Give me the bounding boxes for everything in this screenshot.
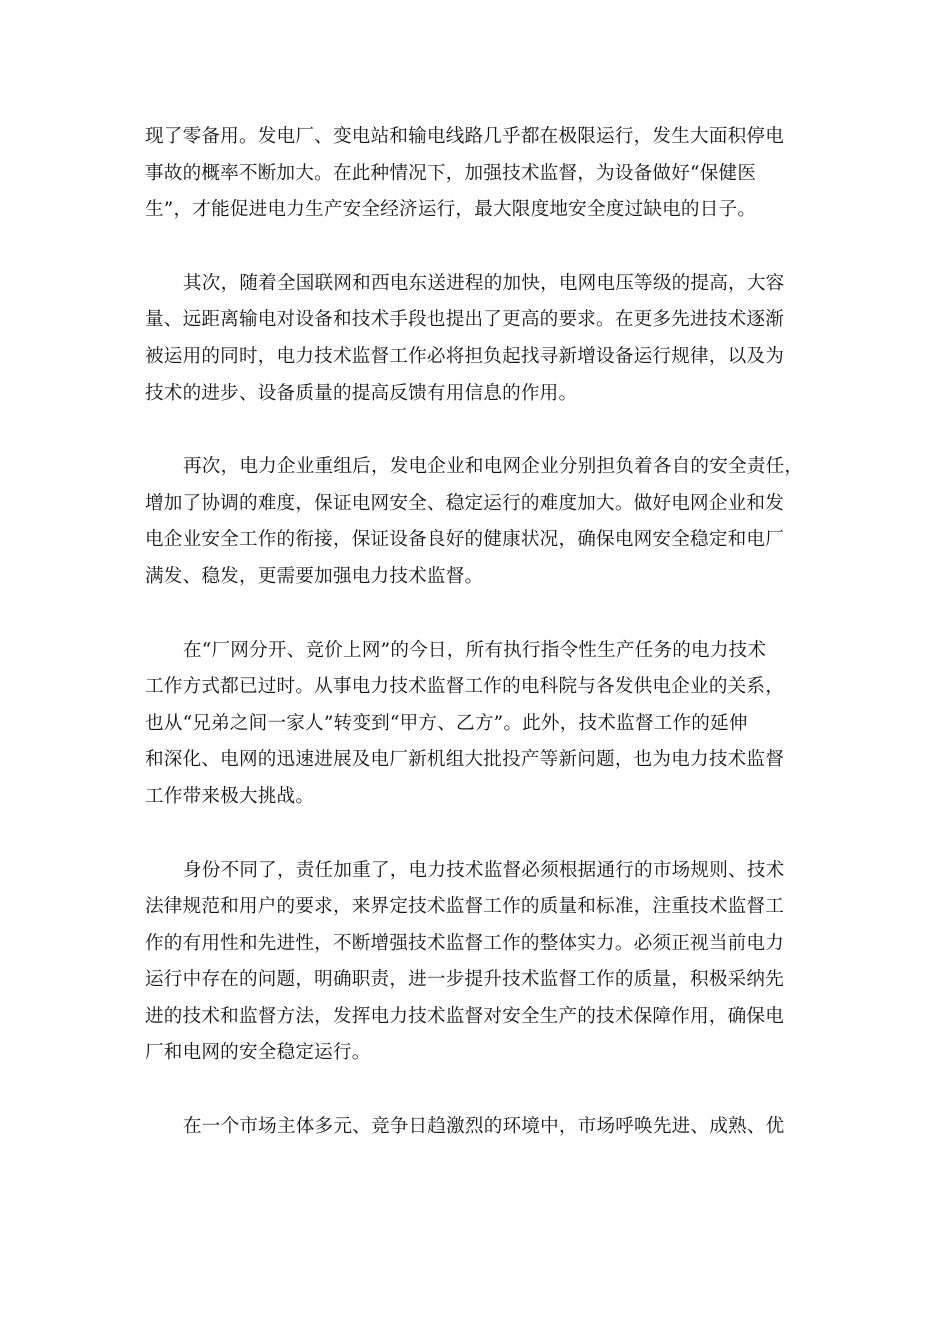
paragraph-line: 现了零备用。发电厂、变电站和输电线路几乎都在极限运行，发生大面积停电	[145, 126, 784, 147]
paragraph-line: 和深化、电网的迅速进展及电厂新机组大批投产等新问题，也为电力技术监督	[145, 749, 784, 771]
paragraph-line: 增加了协调的难度，保证电网安全、稳定运行的难度加大。做好电网企业和发	[145, 492, 784, 514]
paragraph-spacer	[145, 1072, 805, 1109]
paragraph-line: 被运用的同时，电力技术监督工作必将担负起找寻新增设备运行规律，以及为	[145, 345, 784, 367]
paragraph-line: 在一个市场主体多元、竞争日趋激烈的环境中，市场呼唤先进、成熟、优	[183, 1116, 785, 1138]
paragraph-5	[145, 853, 805, 1073]
paragraph-line: 作的有用性和先进性，不断增强技术监督工作的整体实力。必须正视当前电力	[145, 932, 784, 954]
paragraph-2	[145, 266, 805, 412]
paragraph-line: 工作方式都已过时。从事电力技术监督工作的电科院与各发供电企业的关系，	[145, 676, 784, 698]
paragraph-line: 满发、稳发，更需要加强电力技术监督。	[145, 565, 484, 587]
paragraph-line: 进的技术和监督方法，发挥电力技术监督对安全生产的技术保障作用，确保电	[145, 1005, 784, 1027]
paragraph-line: 生”，才能促进电力生产安全经济运行，最大限度地安全度过缺电的日子。	[145, 199, 757, 221]
paragraph-line: 电企业安全工作的衔接，保证设备良好的健康状况，确保电网安全稳定和电厂	[145, 529, 784, 551]
paragraph-spacer	[145, 596, 805, 633]
paragraph-line: 法律规范和用户的要求，来界定技术监督工作的质量和标准，注重技术监督工	[145, 896, 784, 918]
paragraph-line: 其次，随着全国联网和西电东送进程的加快，电网电压等级的提高，大容	[183, 272, 785, 294]
paragraph-6	[145, 1109, 805, 1146]
paragraph-4	[145, 633, 805, 816]
paragraph-spacer	[145, 229, 805, 266]
paragraph-line: 运行中存在的问题，明确职责，进一步提升技术监督工作的质量，积极采纳先	[145, 969, 784, 991]
paragraph-spacer	[145, 412, 805, 449]
paragraph-line: 再次，电力企业重组后，发电企业和电网企业分别担负着各自的安全责任，	[183, 456, 804, 478]
paragraph-line: 在“厂网分开、竞价上网”的今日，所有执行指令性生产任务的电力技术	[183, 639, 767, 661]
paragraph-line: 技术的进步、设备质量的提高反馈有用信息的作用。	[145, 382, 578, 404]
paragraph-3	[145, 449, 805, 595]
document-body	[145, 119, 805, 1146]
paragraph-line: 也从“兄弟之间一家人”转变到“甲方、乙方”。此外，技术监督工作的延伸	[145, 712, 748, 734]
paragraph-line: 工作带来极大挑战。	[145, 785, 315, 807]
paragraph-1	[145, 119, 805, 229]
paragraph-line: 量、远距离输电对设备和技术手段也提出了更高的要求。在更多先进技术逐渐	[145, 309, 784, 331]
paragraph-line: 厂和电网的安全稳定运行。	[145, 1042, 371, 1064]
paragraph-spacer	[145, 816, 805, 853]
paragraph-line: 身份不同了，责任加重了，电力技术监督必须根据通行的市场规则、技术	[183, 859, 785, 881]
paragraph-line: 事故的概率不断加大。在此种情况下，加强技术监督，为设备做好“保健医	[145, 162, 757, 184]
